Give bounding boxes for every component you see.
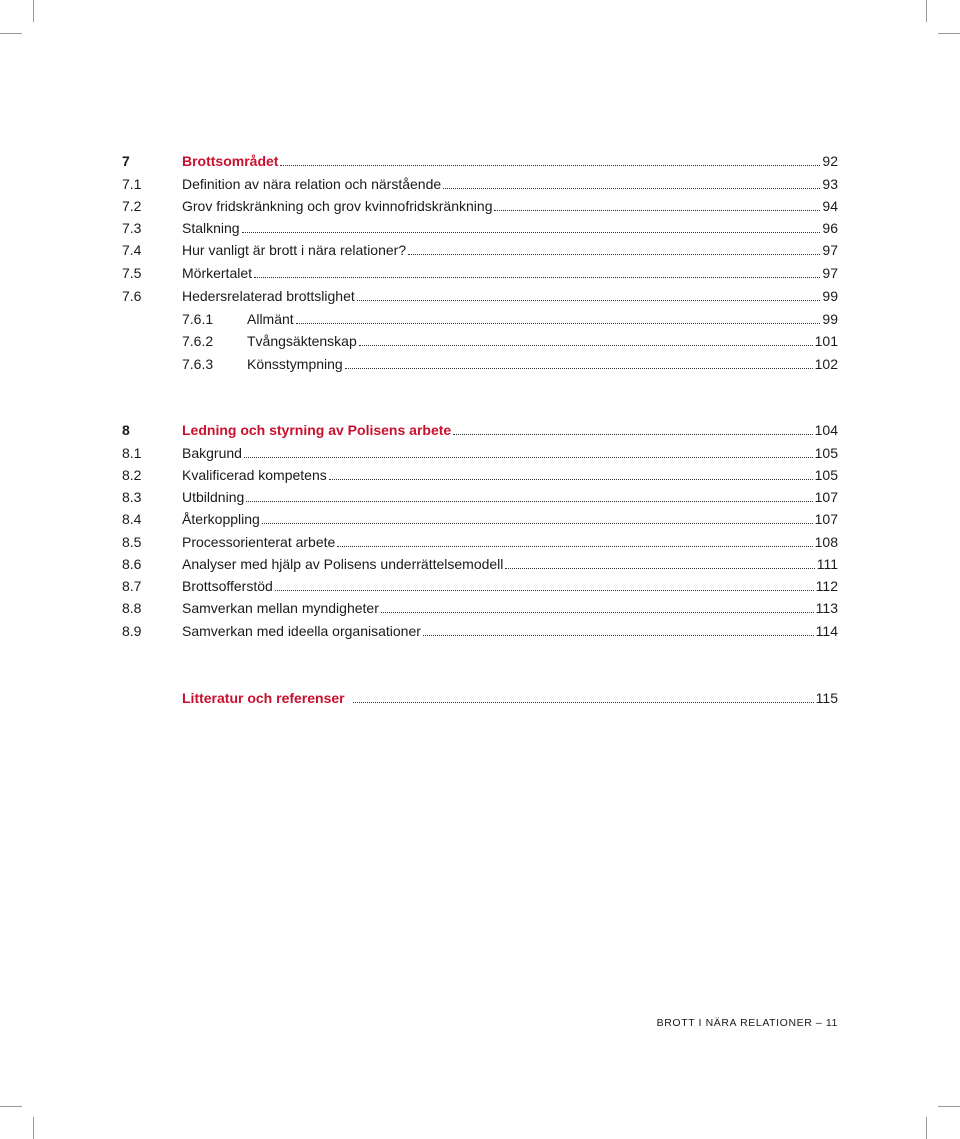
crop-mark-bottom-left	[33, 1117, 34, 1139]
toc-leader-dots	[453, 433, 812, 435]
crop-mark-bottom-right-h	[938, 1106, 960, 1107]
crop-mark-top-left-h	[0, 33, 22, 34]
toc-title: Kvalificerad kompetens	[182, 467, 327, 483]
toc-page-number: 94	[822, 198, 838, 214]
toc-leader-dots	[242, 231, 821, 233]
toc-page-number: 107	[814, 511, 838, 527]
toc-leader-dots	[296, 322, 821, 324]
toc-number: 8.5	[122, 534, 142, 550]
toc-title: Könsstympning	[247, 356, 343, 372]
toc-number: 7	[122, 153, 130, 169]
toc-number: 8.2	[122, 467, 142, 483]
toc-entry-7-3[interactable]	[122, 218, 838, 238]
toc-number: 7.6.2	[182, 333, 214, 349]
toc-leader-dots	[359, 344, 813, 346]
toc-page-number: 107	[814, 489, 838, 505]
crop-mark-top-left	[33, 0, 34, 22]
toc-entry-8-9[interactable]	[122, 621, 838, 641]
toc-title: Bakgrund	[182, 445, 242, 461]
toc-entry-8-5[interactable]	[122, 532, 838, 552]
toc-number: 7.4	[122, 242, 142, 258]
toc-number: 7.1	[122, 176, 142, 192]
toc-page-number: 112	[815, 578, 838, 594]
toc-entry-7-6-1[interactable]	[122, 309, 838, 329]
toc-title: Brottsområdet	[182, 153, 279, 169]
toc-page-number: 93	[822, 176, 838, 192]
toc-leader-dots	[443, 187, 820, 189]
toc-entry-7-2[interactable]	[122, 196, 838, 216]
toc-page-number: 105	[814, 467, 838, 483]
toc-number: 8.7	[122, 578, 142, 594]
toc-number: 8.6	[122, 556, 142, 572]
toc-entry-7[interactable]	[122, 151, 838, 171]
toc-page-number: 105	[814, 445, 838, 461]
toc-page-number: 115	[815, 690, 838, 706]
page-footer: BROTT I NÄRA RELATIONER – 11	[656, 1017, 838, 1029]
toc-title: Återkoppling	[182, 511, 260, 527]
toc-entry-7-5[interactable]	[122, 263, 838, 283]
toc-entry-7-6-3[interactable]	[122, 354, 838, 374]
toc-title: Utbildning	[182, 489, 245, 505]
toc-page-number: 97	[822, 265, 838, 281]
toc-page-number: 96	[822, 220, 838, 236]
crop-mark-bottom-left-h	[0, 1106, 22, 1107]
toc-entry-7-1[interactable]	[122, 174, 838, 194]
toc-leader-dots	[262, 522, 813, 524]
toc-leader-dots	[254, 276, 820, 278]
toc-page-number: 114	[815, 623, 838, 639]
toc-page-number: 111	[816, 556, 838, 572]
toc-leader-dots	[329, 478, 813, 480]
toc-leader-dots	[423, 634, 814, 636]
toc-leader-dots	[494, 209, 820, 211]
toc-entry-8[interactable]	[122, 420, 838, 440]
toc-number: 8	[122, 422, 130, 438]
toc-title: Allmänt	[247, 311, 294, 327]
toc-number: 8.4	[122, 511, 142, 527]
toc-number: 7.6.3	[182, 356, 214, 372]
crop-mark-top-right-h	[938, 33, 960, 34]
toc-leader-dots	[337, 545, 812, 547]
toc-title: Brottsofferstöd	[182, 578, 273, 594]
toc-number: 7.6	[122, 288, 142, 304]
toc-number: 8.8	[122, 600, 142, 616]
toc-number: 8.9	[122, 623, 142, 639]
toc-number: 7.2	[122, 198, 142, 214]
toc-title: Stalkning	[182, 220, 240, 236]
toc-title: Hedersrelaterad brottslighet	[182, 288, 355, 304]
toc-title: Ledning och styrning av Polisens arbete	[182, 422, 452, 438]
toc-leader-dots	[280, 164, 820, 166]
toc-leader-dots	[357, 299, 821, 301]
toc-leader-dots	[381, 611, 814, 613]
toc-title: Definition av nära relation och närstående	[182, 176, 442, 192]
toc-leader-dots	[244, 456, 813, 458]
toc-leader-dots	[408, 253, 820, 255]
toc-number: 7.3	[122, 220, 142, 236]
toc-page-number: 92	[822, 153, 838, 169]
toc-leader-dots	[505, 567, 814, 569]
toc-title: Analyser med hjälp av Polisens underrättelsemodell	[182, 556, 504, 572]
toc-page-number: 99	[822, 311, 838, 327]
toc-leader-dots	[345, 367, 813, 369]
toc-leader-dots	[246, 500, 812, 502]
toc-number: 7.6.1	[182, 311, 214, 327]
toc-page-number: 97	[822, 242, 838, 258]
toc-title: Grov fridskränkning och grov kvinnofridskränkning	[182, 198, 493, 214]
toc-number: 8.3	[122, 489, 142, 505]
toc-entry-8-1[interactable]	[122, 443, 838, 463]
toc-page-number: 102	[814, 356, 838, 372]
toc-number: 7.5	[122, 265, 142, 281]
toc-title: Tvångsäktenskap	[247, 333, 357, 349]
toc-entry-8-6[interactable]	[122, 554, 838, 574]
toc-entry-references[interactable]	[122, 688, 838, 708]
toc-title: Mörkertalet	[182, 265, 253, 281]
toc-page-number: 108	[814, 534, 838, 550]
toc-entry-7-6-2[interactable]	[122, 331, 838, 351]
toc-entry-8-2[interactable]	[122, 465, 838, 485]
toc-page-number: 99	[822, 288, 838, 304]
toc-entry-8-7[interactable]	[122, 576, 838, 596]
toc-leader-dots	[275, 589, 814, 591]
crop-mark-top-right	[926, 0, 927, 22]
toc-title: Hur vanligt är brott i nära relationer?	[182, 242, 407, 258]
toc-entry-8-3[interactable]	[122, 487, 838, 507]
toc-leader-dots	[353, 701, 814, 703]
toc-page-number: 113	[815, 600, 838, 616]
toc-page-number: 104	[814, 422, 838, 438]
toc-entry-7-6[interactable]	[122, 286, 838, 306]
toc-title: Litteratur och referenser	[182, 690, 345, 706]
toc-title: Processorienterat arbete	[182, 534, 336, 550]
toc-entry-8-4[interactable]	[122, 509, 838, 529]
toc-entry-7-4[interactable]	[122, 240, 838, 260]
toc-title: Samverkan mellan myndigheter	[182, 600, 379, 616]
toc-title: Samverkan med ideella organisationer	[182, 623, 421, 639]
crop-mark-bottom-right	[926, 1117, 927, 1139]
toc-entry-8-8[interactable]	[122, 598, 838, 618]
toc-page-number: 101	[814, 333, 838, 349]
toc-number: 8.1	[122, 445, 142, 461]
